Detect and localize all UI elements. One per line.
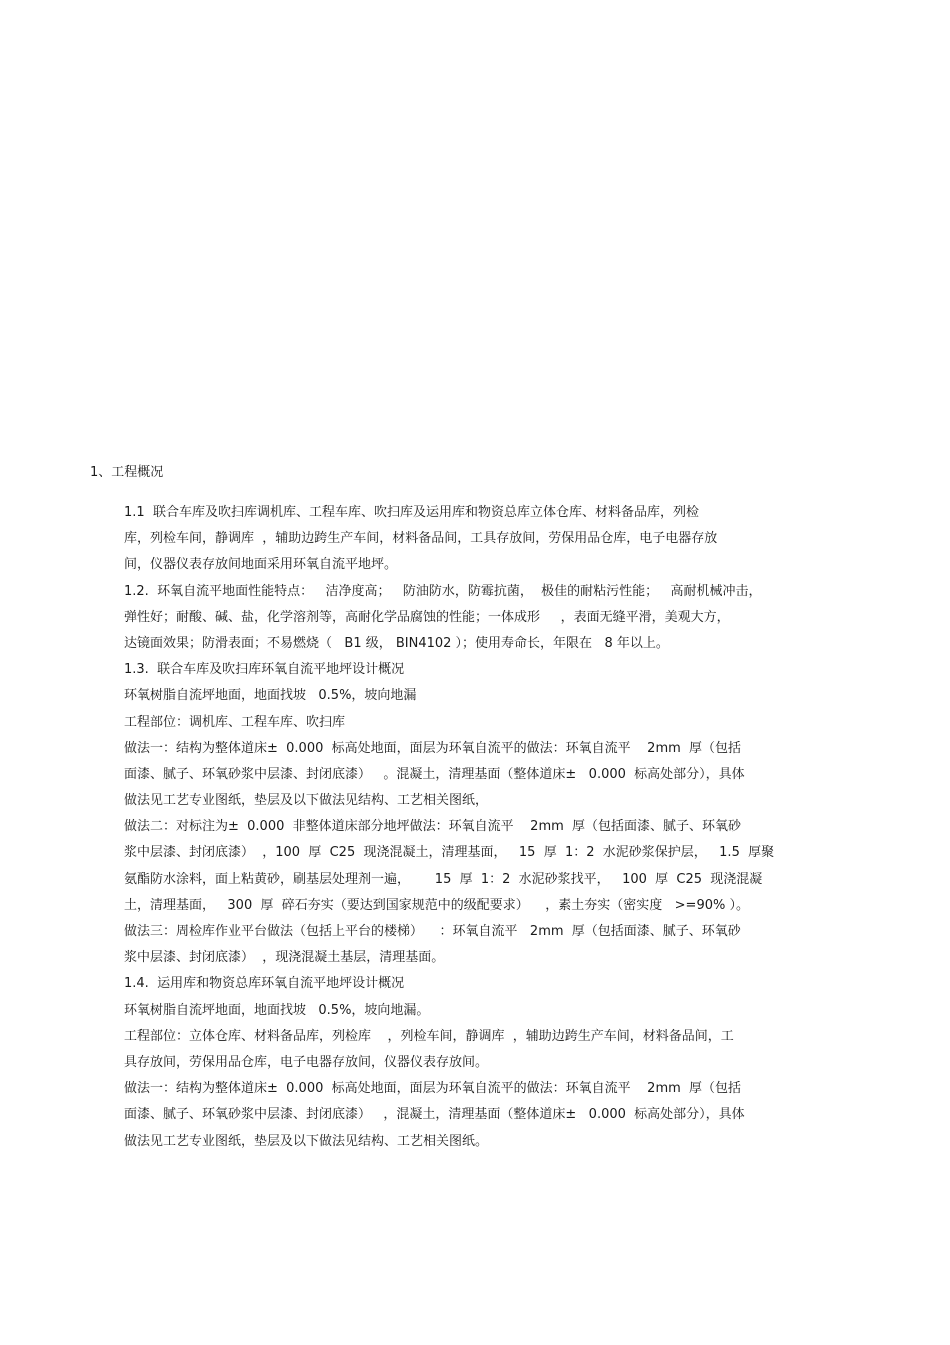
text-line: 1.1 联合车库及吹扫库调机库、工程车库、吹扫库及运用库和物资总库立体仓库、材料备品库，列检 [124,505,699,520]
text-line: 做法一：结构为整体道床± 0.000 标高处地面，面层为环氧自流平的做法：环氧自流平 2mm 厚（包括 [124,1081,742,1097]
text-line: 工程部位：立体仓库、材料备品库，列检库 ，列检车间，静调库 ，辅助边跨生产车间，材料备品间，工 [124,1028,734,1044]
text-line: 达镜面效果；防滑表面；不易燃烧（ B1 级， BIN4102 ）；使用寿命长，年限在 8 年以上。 [124,635,669,651]
text-line: 做法见工艺专业图纸，垫层及以下做法见结构、工艺相关图纸， [124,793,489,809]
section-title: 1、工程概况 [90,465,164,480]
text-line: 间，仪器仪表存放间地面采用环氧自流平地坪。 [124,557,398,573]
text-line: 浆中层漆、封闭底漆） ，100 厚 C25 现浇混凝土，清理基面， 15 厚 1：2 水泥砂浆保护层， 1.5 厚聚 [124,845,775,861]
text-line: 环氧树脂自流坪地面，地面找坡 0.5%，坡向地漏。 [124,1002,430,1018]
text-line: 浆中层漆、封闭底漆） ，现浇混凝土基层，清理基面。 [124,950,445,966]
document-body [124,500,864,1155]
text-line: 做法三：周检库作业平台做法（包括上平台的楼梯） ：环氧自流平 2mm 厚（包括面漆、腻子、环氧砂 [124,924,741,939]
text-line: 氨酯防水涂料，面上粘黄砂，刷基层处理剂一遍， 15 厚 1：2 水泥砂浆找平， 100 厚 C25 现浇混凝 [124,871,763,887]
text-line: 做法见工艺专业图纸，垫层及以下做法见结构、工艺相关图纸。 [124,1133,489,1149]
text-line: 面漆、腻子、环氧砂浆中层漆、封闭底漆） 。混凝土，清理基面（整体道床± 0.000 标高处部分），具体 [124,766,745,782]
text-line: 环氧树脂自流坪地面，地面找坡 0.5%，坡向地漏 [124,688,417,704]
text-line: 库，列检车间，静调库 ，辅助边跨生产车间，材料备品间，工具存放间，劳保用品仓库，电子电器存放 [124,531,718,547]
text-line: 工程部位：调机库、工程车库、吹扫库 [124,714,346,730]
text-line: 1.4. 运用库和物资总库环氧自流平地坪设计概况 [124,976,405,992]
text-line: 做法一：结构为整体道床± 0.000 标高处地面，面层为环氧自流平的做法：环氧自流平 2mm 厚（包括 [124,740,742,756]
text-line: 土，清理基面， 300 厚 碎石夯实（要达到国家规范中的级配要求） ，素土夯实（密实度 >=90% ）。 [124,897,749,913]
text-line: 具存放间，劳保用品仓库，电子电器存放间，仪器仪表存放间。 [124,1054,489,1070]
text-line: 1.2. 环氧自流平地面性能特点： 洁净度高； 防油防水，防霉抗菌， 极佳的耐粘污性能； 高耐机械冲击， [124,583,762,599]
text-line: 面漆、腻子、环氧砂浆中层漆、封闭底漆） ，混凝土，清理基面（整体道床± 0.000 标高处部分），具体 [124,1107,745,1123]
text-line: 弹性好；耐酸、碱、盐，化学溶剂等，高耐化学品腐蚀的性能；一体成形 ，表面无缝平滑，美观大方， [124,609,730,625]
text-line: 做法二：对标注为± 0.000 非整体道床部分地坪做法：环氧自流平 2mm 厚（包括面漆、腻子、环氧砂 [124,819,742,835]
text-line: 1.3. 联合车库及吹扫库环氧自流平地坪设计概况 [124,662,405,678]
